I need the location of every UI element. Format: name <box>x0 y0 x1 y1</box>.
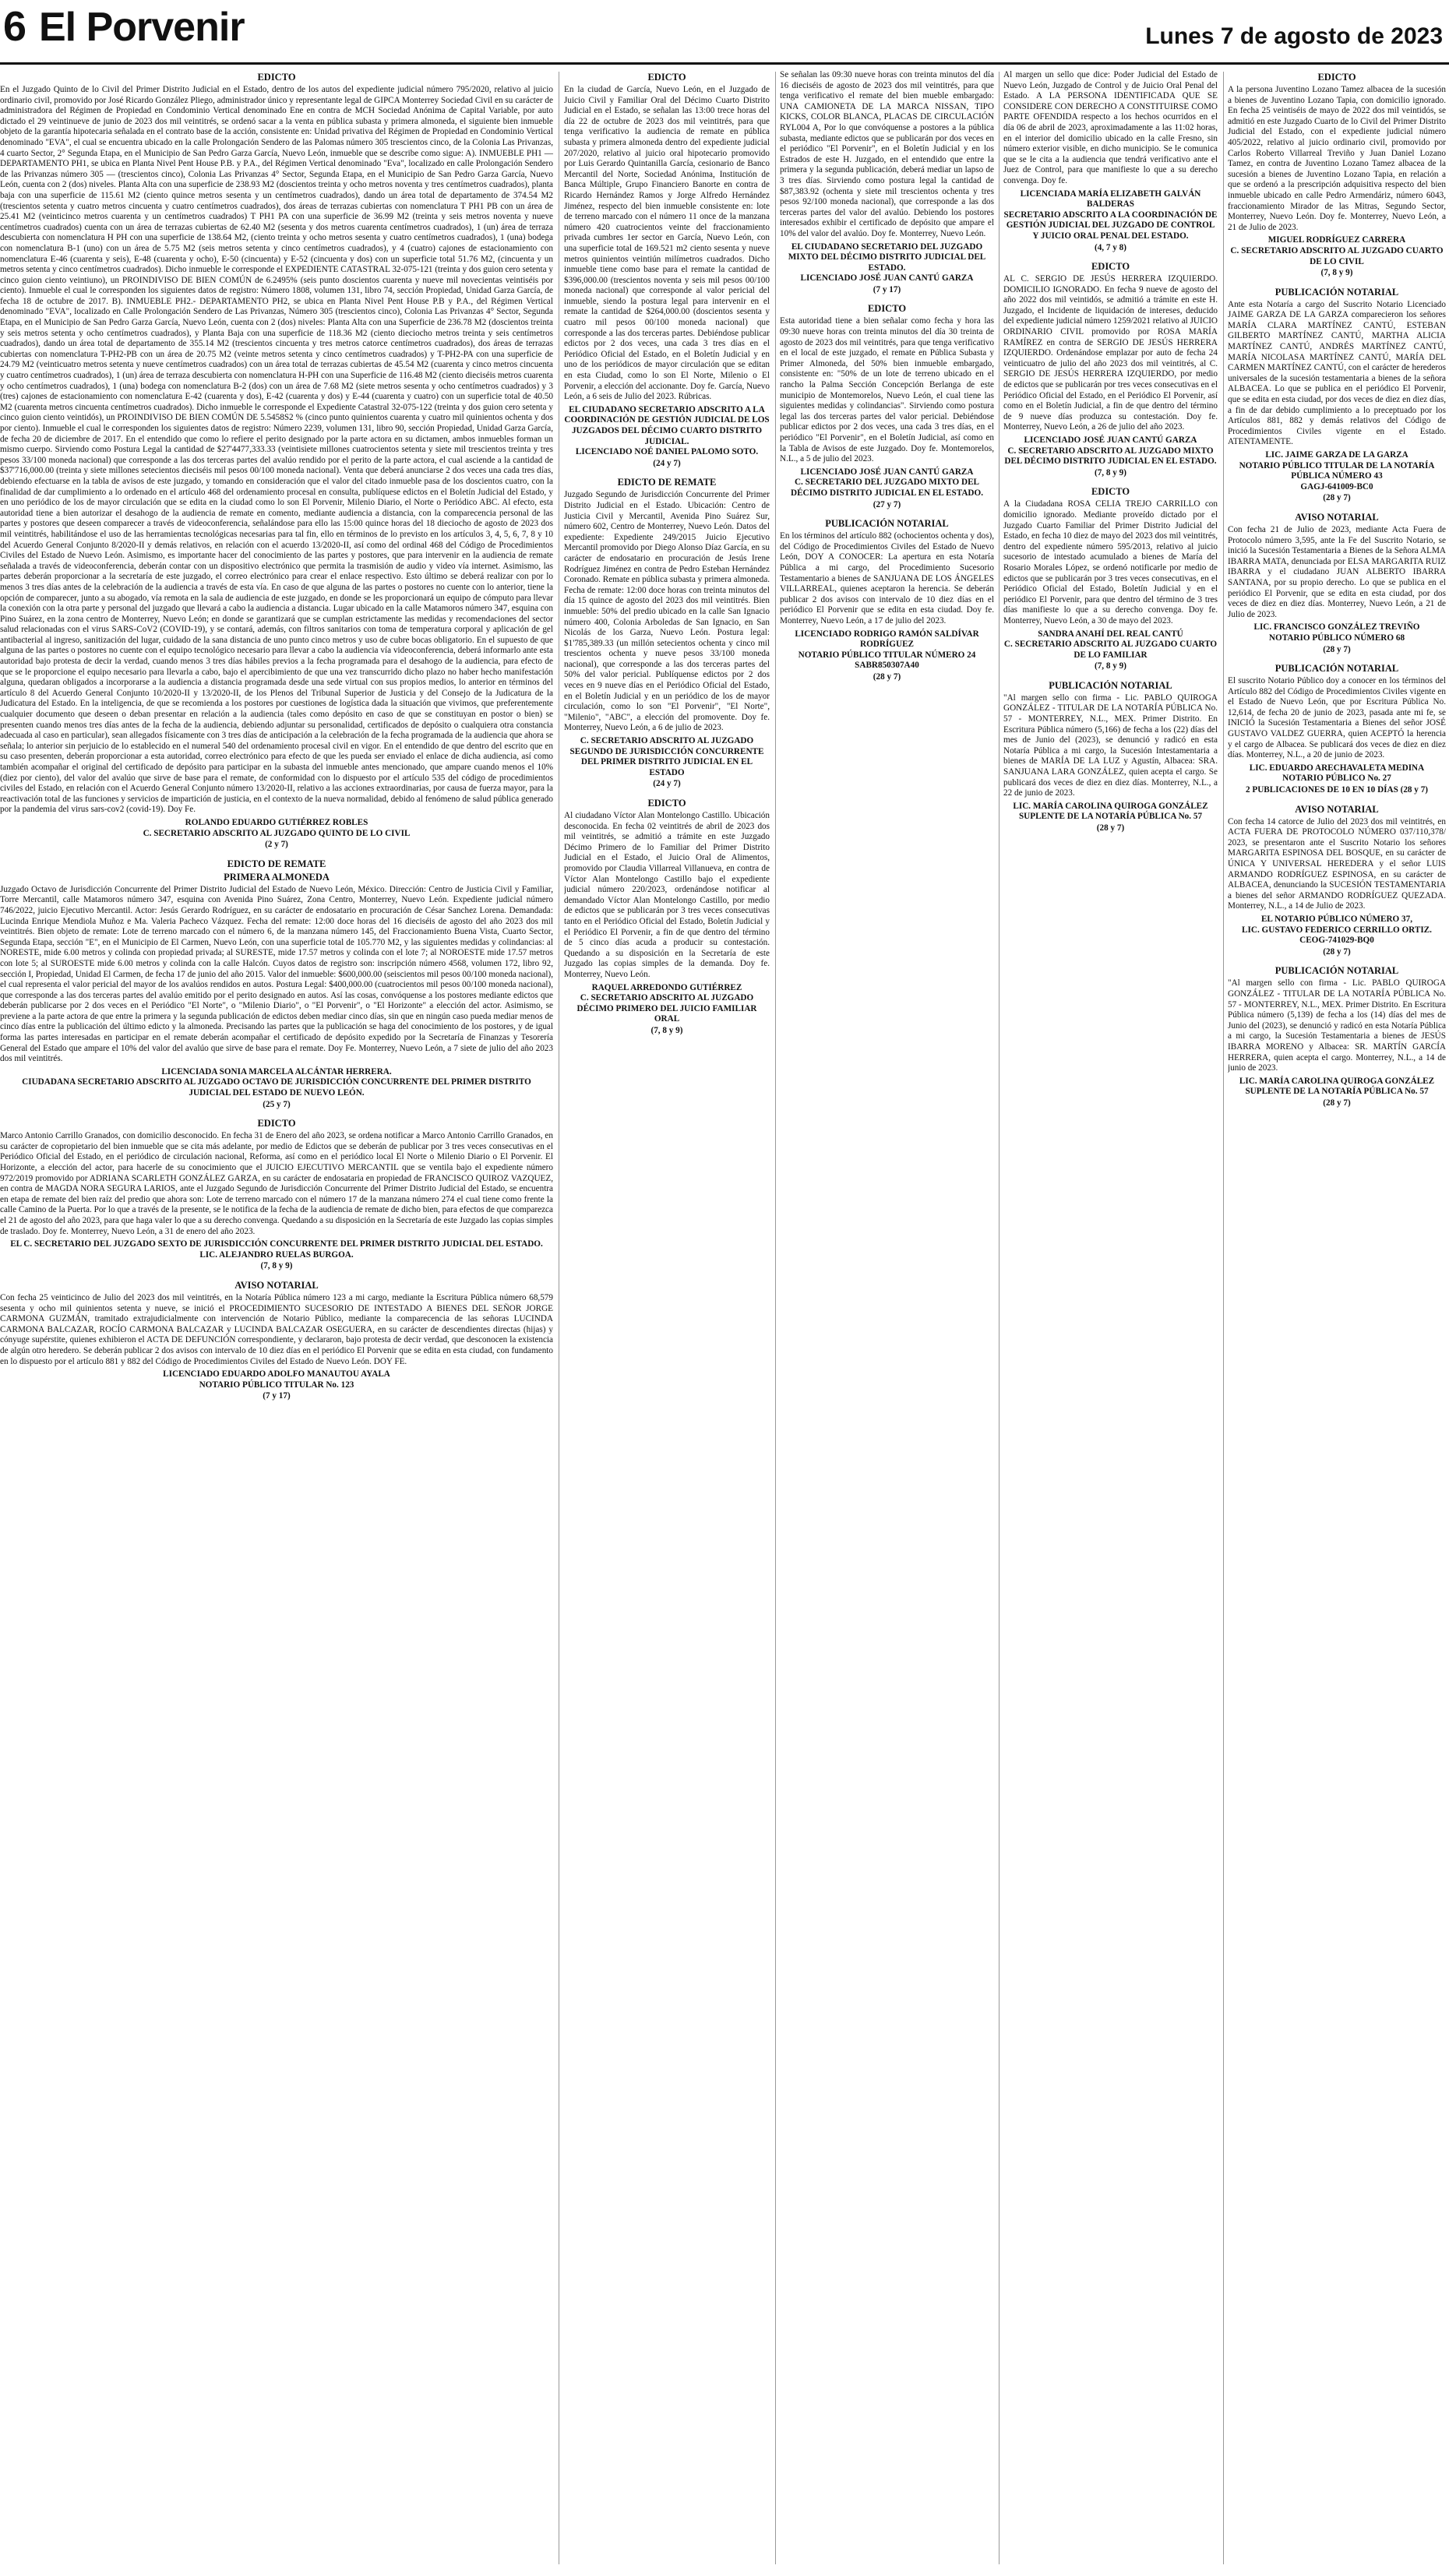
masthead <box>0 0 1449 64</box>
notice-publication-dates: (7 y 17) <box>873 284 901 294</box>
notice-signature: LICENCIADO EDUARDO ADOLFO MANAUTOU AYALA NOTARIO PÚBLICO TITULAR No. 123 <box>163 1369 390 1390</box>
legal-notice <box>1003 486 1218 672</box>
notice-body: Juzgado Segundo de Jurisdicción Concurrente del Primer Distrito Judicial en el Estado. Ubicación: Centro de Justicia Civil y Mercantil, Avenida Pino Suárez Sur, número 602, Centro de Monterrey, Nuevo León. Datos del expediente: Expediente 249/2015 Juicio Ejecutivo Mercantil promovido por Diego Alonso Díaz García, en su carácter de endosatario en procuración de Jesús Irene Rodríguez Jiménez en contra de Pedro Esteban Hernández Coronado. Remate en pública subasta y primera almoneda. Fecha de remate: 12:00 doce horas con treinta minutos del día 15 quince de agosto del 2023 dos mil veintitrés. Bien inmueble: 50% del predio ubicado en la calle San Ignacio número 400, Colonia Arboledas de San Ignacio, en San Nicolás de los Garza, Nuevo León. Postura legal: $1'785,389.33 (un millón setecientos ochenta y cinco mil trescientos ochenta y nueve pesos 33/100 moneda nacional), que corresponde a las dos terceras partes del 50% del valor pericial. Publíquense edictos por 2 dos veces en 9 nueve días en el Periódico Oficial del Estado, en el Boletín Judicial y en un periódico de los de mayor circulación, como lo son "El Porvenir", "El Norte", "Milenio", "ABC", a elección del promovente. Doy fe. Monterrey, Nuevo León, a 6 de julio de 2023. <box>564 490 770 733</box>
legal-notice <box>0 72 553 851</box>
notice-title: EDICTO <box>1091 261 1130 273</box>
notice-publication-dates: (7, 8 y 9) <box>1320 268 1353 278</box>
notice-signature: LICENCIADO JOSÉ JUAN CANTÚ GARZA C. SECRETARIO DEL JUZGADO MIXTO DEL DÉCIMO DISTRITO JUDICIAL EN EL ESTADO. <box>790 467 983 498</box>
legal-notice <box>1228 287 1446 504</box>
legal-notice <box>564 798 770 1036</box>
notice-publication-dates: (2 y 7) <box>265 840 288 850</box>
notice-signature: C. SECRETARIO ADSCRITO AL JUZGADO SEGUNDO DE JURISDICCIÓN CONCURRENTE DEL PRIMER DISTRITO JUDICIAL EN EL ESTADO <box>569 736 764 777</box>
notice-body: El suscrito Notario Público doy a conocer en los términos del Artículo 882 del Código de Procedimientos Civiles vigente en el Estado de Nuevo León, que por Escritura Pública No. 12,614, de fecha 20 de junio de 2023, pasada ante mi fe, se INICIÓ la Sucesión Testamentaria a Bienes del señor JOSÉ GUSTAVO VALDEZ GUERRA, quien ACEPTÓ la herencia y el cargo de Albacea. Se publicará dos veces de diez en diez días. Monterrey, N.L., a 20 de junio de 2023. <box>1228 676 1446 760</box>
legal-notice <box>564 72 770 469</box>
notice-publication-dates: (28 y 7) <box>1323 1098 1351 1108</box>
notice-body: En los términos del artículo 882 (ochocientos ochenta y dos), del Código de Procedimientos Civiles del Estado de Nuevo León, DOY A CONOCER: La apertura en esta Notaría Pública a mi cargo, del Procedimiento Sucesorio Testamentario a bienes de SANJUANA DE LOS ÁNGELES VILLARREAL, quienes aceptaron la herencia. Se deberán publicar 2 dos avisos con intervalo de 10 diez días en el periódico El Porvenir que se edita en esta ciudad. Doy fe. Monterrey, Nuevo León, a 17 de julio del 2023. <box>780 531 994 625</box>
notice-body: Ante esta Notaría a cargo del Suscrito Notario Licenciado JAIME GARZA DE LA GARZA comparecieron los señores MARÍA CLARA MARTÍNEZ CANTÚ, ESTEBAN GILBERTO MARTÍNEZ CANTÚ, MARTHA ALICIA MARTÍNEZ CANTÚ, ANDRÉS MARTÍNEZ CANTÚ, MARÍA NICOLASA MARTÍNEZ CANTÚ, MARÍA DEL CARMEN MARTÍNEZ CANTÚ, con el carácter de herederos universales de la sucesión testamentaria a bienes de la señora ALBACEA. Lo que se publica en el periódico El Porvenir, que se edita en esta ciudad, por dos veces de diez en diez días, a fin de dar debido cumplimiento a lo preceptuado por los Artículos 881, 882 y demás relativos del Código de Procedimientos Civiles vigente en el Estado. ATENTAMENTE. <box>1228 299 1446 447</box>
notice-title: EDICTO <box>867 303 907 315</box>
notice-body: Con fecha 25 veinticinco de Julio del 2023 dos mil veintitrés, en la Notaría Pública número 123 a mi cargo, mediante la Escritura Pública número 68,579 sesenta y ocho mil quinientos setenta y nueve, se inició el PROCEDIMIENTO SUCESORIO DE INTESTADO A BIENES DEL SEÑOR JORGE CARMONA GUZMÁN, tramitado extrajudicialmente con intervención de Notario Público, mediante la comparecencia de las señoras LUCINDA CARMONA BALCAZAR, ROCÍO CARMONA BALCAZAR y LUCINDA BALCAZAR OSEGUERA, en su carácter de descendientes directas (hijas) y cónyuge supérstite, quienes exhibieron el ACTA DE DEFUNCIÓN correspondiente, y declararon, bajo protesta de decir verdad, que desconocen la existencia de algún otro heredero. Se deberán publicar 2 dos avisos con intervalo de 10 diez días en el periódico El Porvenir que se edita en esta ciudad, con fundamento en lo dispuesto por el artículo 881 y 882 del Código de Procedimientos Civiles del Estado de Nuevo León. DOY FE. <box>0 1292 553 1366</box>
legal-notice <box>780 70 994 295</box>
notice-title: PUBLICACIÓN NOTARIAL <box>1274 965 1399 977</box>
notice-body: A la persona Juventino Lozano Tamez albacea de la sucesión a bienes de Juventino Lozano Tapia, con domicilio ignorado. En fecha 25 veintiséis de mayo de 2022 dos mil veintidós, se admitió en este Juzgado Cuarto de lo Civil del Primer Distrito Judicial del Estado, con el expediente judicial número 405/2022, relativo al juicio ordinario civil, promovido por Carlos Roberto Villarreal Treviño y Juan Daniel Lozano Tamez, en contra de Juventino Lozano Tamez albacea de la sucesión a bienes de Juventino Lozano Tapia, en relación a que se ordenó a la prescripción adquisitiva respecto del bien inmueble ubicado en calle Pedro Armendáriz, número 6043, fraccionamiento Mirador de las Mitras, Segundo Sector, Monterrey, Nuevo León. Doy fe. Monterrey, Nuevo León, a 21 de Julio de 2023. <box>1228 85 1446 232</box>
notice-body: Al ciudadano Víctor Alan Montelongo Castillo. Ubicación desconocida. En fecha 02 veintitrés de abril de 2023 dos mil veintitrés, se admitió a trámite en este Juzgado Décimo Primero de lo Familiar del Primer Distrito Judicial en el Estado, el Juicio Oral de Alimentos, promovido por Claudia Villarreal Villanueva, en contra de Víctor Alan Montelongo Castillo bajo el expediente judicial número 220/2023, ordenándose notificar al demandado Víctor Alan Montelongo Castillo, por medio de edictos que se publicarán por 3 tres veces consecutivas tanto en el Periódico Oficial del Estado, Boletín Judicial y el Periódico El Porvenir, a fin de que dentro del término de 5 cinco días acuda a producir su contestación. Quedando a su disposición en la Secretaría de este Juzgado las copias simples de la demanda. Doy fe. Monterrey, Nuevo León. <box>564 811 770 979</box>
notice-publication-dates: (28 y 7) <box>1323 946 1351 957</box>
header-rule <box>0 62 1449 65</box>
notice-signature: LIC. EDUARDO ARECHAVALETA MEDINA NOTARIO PÚBLICO No. 27 <box>1249 763 1425 784</box>
notice-publication-dates: (28 y 7) <box>1323 493 1351 503</box>
notice-publication-dates: (24 y 7) <box>653 779 681 789</box>
issue-date: Lunes 7 de agosto de 2023 <box>1145 23 1443 49</box>
notice-subtitle: PRIMERA ALMONEDA <box>224 871 330 883</box>
notice-publication-dates: (7, 8 y 9) <box>1094 661 1126 671</box>
notice-signature: LICENCIADA MARÍA ELIZABETH GALVÁN BALDERAS SECRETARIO ADSCRITO A LA COORDINACIÓN DE GESTIÓN JUDICIAL DEL JUZGADO DE CONTROL Y JUICIO ORAL PENAL DEL ESTADO. <box>1003 189 1218 241</box>
legal-notice <box>0 1118 553 1272</box>
notice-body: "Al margen sello con firma - Lic. PABLO QUIROGA GONZÁLEZ - TITULAR DE LA NOTARÍA PÚBLICA No. 57 - MONTERREY, N.L., MEX. Primer Distrito. En Escritura Pública número (5,166) de fecha a los (22) días del mes de Junio del (2023), se denunció y radicó en esta Notaría Pública a mi cargo, la Sucesión Intestamentaria a bienes de MARÍA DE LA LUZ y Agustín, Albacea: SRA. SANJUANA LARA GONZÁLEZ, quien acepta el cargo. Se publicará dos veces de diez en diez días. Monterrey, N.L., a 22 de junio de 2023. <box>1003 692 1218 798</box>
notice-signature: MIGUEL RODRÍGUEZ CARRERA C. SECRETARIO ADSCRITO AL JUZGADO CUARTO DE LO CIVIL <box>1230 235 1444 266</box>
notice-publication-dates: (28 y 7) <box>873 671 901 682</box>
column-divider <box>1223 72 1224 2564</box>
notice-publication-dates: 2 PUBLICACIONES DE 10 EN 10 DÍAS (28 y 7) <box>1245 785 1429 795</box>
notice-title: AVISO NOTARIAL <box>1295 511 1379 523</box>
notice-title: EDICTO <box>647 798 686 809</box>
notice-publication-dates: (7, 8 y 9) <box>1094 467 1126 477</box>
legal-notice <box>1228 663 1446 796</box>
notice-body: En la ciudad de García, Nuevo León, en el Juzgado de Juicio Civil y Familiar Oral del Décimo Cuarto Distrito Judicial en el Estado, se señalan las 13:00 trece horas del día 22 de octubre de 2023 dos mil veintitrés, para que tenga verificativo la audiencia de remate en pública subasta y primera almoneda dentro del expediente judicial 207/2020, relativo al juicio oral hipotecario promovido por Luis Gerardo Quintanilla García, cesionario de Banco Mercantil del Norte, Sociedad Anónima, Institución de Banca Múltiple, Grupo Financiero Banorte en contra de Ricardo Hernández Ramos y Jorge Alfredo Hernández Jiménez, respecto del bien inmueble consistente en: lote de terreno marcado con el número 11 once de la manzana número 420 cuatrocientos veinte del fraccionamiento privada cumbres 1er sector en García, Nuevo León, con una superficie total de 169.521 m2 ciento sesenta y nueve metros quinientos veintiún milímetros cuadrados. Dicho inmueble tiene como base para el remate la cantidad de $396,000.00 (trescientos noventa y seis mil pesos 00/100 moneda nacional) que corresponde al valor pericial del inmueble, siendo la postura legal para intervenir en el remate la cantidad de $264,000.00 (doscientos sesenta y cuatro mil pesos 00/100 moneda nacional) que corresponde a las dos terceras partes. Debiéndose publicar edictos por 2 dos veces, una cada 3 tres días en el Periódico Oficial del Estado, en el Boletín Judicial y en uno de los periódicos de mayor circulación que se editan en esta Ciudad, como lo son El Norte, Milenio o El Porvenir, a elección del accionante. Doy fe. García, Nuevo León, a 6 seis de Julio del 2023. Rúbricas. <box>564 85 770 402</box>
notice-signature: LIC. FRANCISCO GONZÁLEZ TREVIÑO NOTARIO PÚBLICO NÚMERO 68 <box>1253 622 1420 643</box>
notice-title: EDICTO <box>1091 486 1130 498</box>
notice-signature: LIC. MARÍA CAROLINA QUIROGA GONZÁLEZ SUPLENTE DE LA NOTARÍA PÚBLICA No. 57 <box>1239 1076 1435 1097</box>
newspaper-logo: El Porvenir <box>39 5 245 50</box>
legal-notice <box>1228 804 1446 958</box>
legal-notice <box>1228 965 1446 1108</box>
legal-notice <box>780 518 994 682</box>
notice-publication-dates: (7 y 17) <box>263 1391 291 1401</box>
notice-title: PUBLICACIÓN NOTARIAL <box>1274 663 1399 675</box>
notice-signature: LICENCIADO RODRIGO RAMÓN SALDÍVAR RODRÍGUEZ NOTARIO PÚBLICO TITULAR NÚMERO 24 SABR850307A40 <box>795 629 979 671</box>
notice-body: En el Juzgado Quinto de lo Civil del Primer Distrito Judicial en el Estado, dentro de los autos del expediente judicial número 795/2020, relativo al juicio ordinario civil, promovido por José Ricardo González Pliego, administrador único y representante legal de GIPCA Monterrey Sociedad Civil en su carácter de administradora del Régimen de Propiedad en Condominio Vertical denominado Ene en contra de MCH Sociedad Anónima de Capital Variable, por auto dictado el 29 veintinueve de junio de 2023 dos mil veintitrés, se ordenó sacar a la venta en pública subasta y primera almoneda, el siguiente bien inmueble objeto de la garantía hipotecaria señalada en el contrato base de la acción, consistente en: Unidad privativa del Régimen de Propiedad en Condominio Vertical denominado "EVA", el cual se encuentra ubicado en la calle Prolongación Sendero de las Palomas número 305 trescientos cinco, de la Colonia Las Privanzas, 4 cuarto Sector, 2° Segunda Etapa, en el Municipio de San Pedro Garza García, Nuevo León, inmueble que se describe como sigue: A). INMUEBLE PH1 — DEPARTAMENTO PH1, se ubica en Planta Nivel Pent House P.B. y P.A., del Régimen Vertical denominado "Eva", localizado en calle Prolongación Sendero de las Privanzas número 305 — (trescientos cinco), Colonia Las Privanzas 4° Sector, Segunda Etapa, en el Municipio de San Pedro Garza García, Nuevo León, cuenta con 2 (dos) niveles. Planta Alta con una superficie de 238.93 M2 (doscientos treinta y ocho metros noventa y tres centímetros cuadrados), planta baja con una superficie de 115.61 M2 (ciento quince metros sesenta y un centímetros cuadrados), dando un área total de departamento de 374.54 M2 (trescientos setenta y cuatro metros cincuenta y cuatro centímetros cuadrados), dos áreas de terrazas cubiertas con nomenclatura T PH1 PB con un área de 25.41 M2 (veinticinco metros cuarenta y un centímetros cuadrados) T PH1 PA con una superficie de 36.99 M2 (treinta y seis metros noventa y nueve centímetros cuadrados) cuenta con un área de terrazas cubiertas de 62.40 M2 (sesenta y dos metros cuarenta centímetros cuadrados), 1 (un) área de terraza descubierta con nomenclatura H PH con una superficie de 138.64 M2, (ciento treinta y ocho metros sesenta y cuatro centímetros cuadrados), 1 (una) bodega con nomenclatura B-1 (uno) con un área de 5.75 M2 (seis metros setenta y cinco centímetros cuadrados), y 4 (cuatro) cajones de estacionamiento con nomenclatura E-46 (cuarenta y seis), E-48 (cuarenta y ocho), E-50 (cincuenta) y E-52 (cincuenta y dos) con un superficie total 51.76 M2, (cincuenta y un metros setenta y cinco centímetros cuadrados). Dicho inmueble le corresponde el EXPEDIENTE CATASTRAL 32-075-121 (treinta y dos guion cero setenta y cinco guion ciento veintiuno), un PROINDIVISO DE BIEN COMÚN de 6.2495% (seis punto doscientos cuarenta y nueve mil novecientas veintiséis por ciento). Inmueble el cual le corresponden los siguientes datos de registro: Número 1808, volumen 131, libro 74, sección Propiedad, Unidad Garza García, de fecha 18 de octubre de 2017. B). INMUEBLE PH2.- DEPARTAMENTO PH2, se ubica en Planta Nivel Pent House P.B y P.A., del Régimen Vertical denominado "EVA", localizado en Calle Prolongación Sendero de Las Privanzas, Número 305 (trescientos cinco), Colonia Las Privanzas 4° Sector, Segunda Etapa, en el Municipio de San Pedro Garza García, Nuevo León, cuenta con 2 (dos) niveles: Planta Alta con una Superficie de 236.78 M2 (doscientos treinta y seis metros setenta y ocho centímetros cuadrados), y Planta Baja con una superficie de 118.36 M2 (ciento dieciocho metros treinta y seis centímetros cuadrados), dando un área total de departamento de 355.14 M2 (trescientos cincuenta y tres metros catorce centímetros cuadrados), dos áreas de terrazas cubiertas con nomenclatura T-PH2-PB con un área de 20.75 M2 (veinte metros setenta y cinco centímetros cuadrados) y T-PH2-PA con una superficie de 24.79 M2 (veinticuatro metros setenta y nueve centímetros cuadrados) con un área total de terrazas cubiertas de 45.54 M2 (cuarenta y cinco metros cincuenta y cuatro centímetros cuadrados), 1 (un) área de terraza descubierta con nomenclatura H-PH con una Superficie de 116.48 M2 (ciento dieciséis metros cuarenta y ocho centímetros cuadrados), 1 (una) bodega con nomenclatura B-2 (dos) con un área de 7.68 M2 (siete metros sesenta y ocho centímetros cuadrados) y 3 (tres) cajones de estacionamiento con nomenclatura E-42 (cuarenta y dos), E-42 (cuarenta y dos) y E-44 (cuarenta y cuatro) con un superficie total de 40.50 M2 (cuarenta metros cincuenta centímetros cuadrados). Dicho inmueble le corresponde el Expediente Catastral 32-075-122 (treinta y dos guion cero setenta y cinco guion ciento veintidós), un PROINDIVISO DE BIEN COMÚN DE 5.5458S2 % (cinco punto quinientos cuarenta y cuatro mil quinientos ochenta y dos por ciento). Inmueble el cual le corresponden los siguientes datos de registro: Número 2239, volumen 131, libro 90, sección Propiedad, Unidad Garza García, de fecha 20 de diciembre de 2017. En el entendido que como lo refiere el perito designado por la parte actora en su dictamen, ambos inmuebles forman un mismo cuerpo. Sirviendo como Postura Legal la cantidad de $27'4477,333.33 (veintisiete millones cuatrocientos setenta y siete mil trescientos treinta y tres pesos 33/100 moneda nacional) que corresponde a las dos terceras partes del avalúo rendido por el perito de la parte actora, el cual asciende a la cantidad de $37'716,000.00 (treinta y siete millones setecientos dieciséis mil pesos 00/100 moneda nacional). Venta que deberá anunciarse 2 dos veces una cada tres días, debiendo efectuarse en la tabla de avisos de este juzgado, y tomando en consideración que el valor del citado inmueble pasa de los doscientos cuatro, con la finalidad de dar cumplimiento a lo ordenado en el artículo 468 del ordenamiento procesal en consulta, publíquese edictos en el Boletín Judicial del Estado, y en uno periódico de los de mayor circulación que se edita en la ciudad como lo son El Porvenir, Milenio Diario, el Norte o Periódico ABC. Al efecto, esta autoridad tiene a bien autorizar el desahogo de la audiencia de remate en comento, mediante audiencia a distancia, con la comparecencia personal de las partes y postores que deseen comparecer a través de videoconferencia, señalándose para ello las 15:00 quince horas del 18 dieciocho de agosto de 2023 dos mil veintitrés, habilitándose el uso de las herramientas tecnológicas necesarias para tal fin, ello en términos de lo previsto en los artículos 3, 4, 5, 6, 7, 8 y 10 del Acuerdo General Conjunto 8/2020-II y demás relativos, en relación con el acuerdo 13/2020-II, así como del ordinal 468 del Código de Procedimientos Civiles del Estado de Nuevo León. Asimismo, es importante hacer del conocimiento de las partes y postores, que para intervenir en la audiencia de remate señalada a través de videoconferencia, deberán contar con un dispositivo electrónico que permita la trasmisión de audio y video vía internet. Asimismo, las partes deberán proporcionar a la secretaría de este juzgado, el correo electrónico para crear el enlace respectivo. Esto último se deberá realizar con por lo menos 3 tres días antes de la celebración de la audiencia a través de esta vía. En caso de que alguna de las partes o postores no cuente con lo anterior, tiene la opción de comparecer, junto a su abogado, vía remota en la sala de audiencia de este juzgado, en donde se les proporcionará un equipo de cómputo para llevar la conexión con la otra parte y personal del juzgado que llevará a cabo la audiencia a distancia. Lugar ubicado en la calle Matamoros número 347, esquina con Pino Suárez, en la zona centro de Monterrey, Nuevo León; en donde se garantizará que se cumplan estrictamente las medidas y recomendaciones del sector salud relacionadas con el virus SARS-CoV2 (COVID-19), y se contará, además, con filtros sanitarios con toma de temperatura corporal y aplicación de gel antibacterial al ingreso, sanitización del lugar, cuidado de la sana distancia de uno punto cinco metros y uso de cubre bocas obligatorio. En el supuesto de que alguna de las partes o postores no cuente con el equipo tecnológico necesario para llevar a cabo la audiencia vía videoconferencia, deberá informarlo ante esta autoridad bajo protesta de decir la verdad, cuando menos 3 tres días hábiles previos a la fecha programada para el desahogo de la audiencia, para efecto de que se le proporcione el equipo necesario para llevarla a cabo, bajo el apercibimiento de que una vez transcurrido dicho plazo no haber hecho manifestación alguna, quedaran obligados a incorporarse a la audiencia a distancia programada desde una sede virtual con sus propios medios, lo anterior en términos del artículo 8 del Acuerdo General Conjunto 10/2020-II y 13/2020-II, de los Plenos del Tribunal Superior de Justicia y del Consejo de la Judicatura de la Judicatura del Estado. En la inteligencia, de que se recomienda a los postores por cuestiones de logística dada la situación que vivimos, que preferentemente cualquier documento que deseen o deban presentar en relación a la audiencia (tales como depósito en caso de que se constituyan en postor o bien) se presenten cuando menos tres días antes de la fecha de la audiencia, debiendo adjuntar su personalidad, certificados de depósito o cualquiera otra constancia adecuada al caso en particular), sean allegados físicamente con 3 tres días de anticipación a la celebración de la fecha programada de la audiencia que ahora se señala; lo anterior sin perjuicio de lo establecido en el numeral 540 del ordenamiento procesal civil en vigor. En el entendido de que dentro del escrito que en su caso presenten, deberán proporcionar a esta autoridad, correo electrónico para efecto de que les pueda ser enviado el enlace de dicha audiencia, así como también acompañar el original del certificado de depósito para participar en la subasta del inmueble antes mencionado, que ampare cuando menos el 10% (diez por ciento), del valor del avalúo que sirve de base para el remate, de conformidad con lo dispuesto por el artículo 535 del código de procedimientos civiles del Estado, en relación con el Acuerdo General Conjunto número 13/2020-II, relativo a las acciones extraordinarias, por causa de fuerza mayor, para la reactivación total de las funciones y servicios de impartición de justicia, en el contexto de la nueva normalidad, debido al fenómeno de salud pública generado por la pandemia del virus sars-cov2 (covid-19). Doy Fe. <box>0 85 553 815</box>
notice-title: PUBLICACIÓN NOTARIAL <box>1274 286 1399 298</box>
column-1 <box>0 70 553 2568</box>
notice-body: Se señalan las 09:30 nueve horas con treinta minutos del día 16 dieciséis de agosto de 2023 dos mil veintitrés, para que tenga verificativo el remate del bien mueble embargado: UNA CAMIONETA DE LA MARCA NISSAN, TIPO KICKS, COLOR BLANCA, PLACAS DE CIRCULACIÓN RYL004 A, Por lo que convóquense a postores a la pública subasta, mediante edictos que se publicarán por dos veces en el periódico "El Porvenir", en el Boletín Judicial y en los Estrados de este H. Juzgado, en el entendido que entre la primera y la segunda publicación, deberá mediar un lapso de 3 tres días. Sirviendo como postura legal la cantidad de $87,383.92 (ochenta y siete mil trescientos ochenta y tres pesos 92/100 moneda nacional), que corresponde a las dos terceras partes del valor del avalúo. Debiendo los postores interesados exhibir el certificado de depósito que ampare el 10% del valor del avalúo. Doy fe. Monterrey, Nuevo León. <box>780 70 994 238</box>
legal-notice <box>1228 72 1446 279</box>
notice-title: EDICTO <box>257 1118 296 1129</box>
notice-signature: RAQUEL ARREDONDO GUTIÉRREZ C. SECRETARIO ADSCRITO AL JUZGADO DÉCIMO PRIMERO DEL JUICIO FAMILIAR ORAL <box>576 982 757 1024</box>
legal-notice <box>780 303 994 510</box>
notice-body: A la Ciudadana ROSA CELIA TREJO CARRILLO con domicilio ignorado. Mediante proveído dictado por el Juzgado Cuarto Familiar del Primer Distrito Judicial del Estado, en fecha 10 diez de mayo del 2023 dos mil veintitrés, dentro del expediente número 595/2013, relativo al juicio sucesorio de intestado acumulado a bienes de María del Rosario Morales López, se ordenó notificarle por medio de edictos que se publicarán por 3 tres veces consecutivas, en el Periódico Oficial del Estado, Boletín Judicial y en el periódico El Porvenir, para que dentro del término de 3 tres días manifieste lo que a su derecho convenga. Doy fe. Monterrey, Nuevo León, a 30 de mayo del 2023. <box>1003 499 1218 625</box>
notice-body: Marco Antonio Carrillo Granados, con domicilio desconocido. En fecha 31 de Enero del año 2023, se ordena notificar a Marco Antonio Carrillo Granados, en su carácter de copropietario del bien inmueble que se cita más adelante, por medio de Edictos que se deberán de publicar por 3 tres veces consecutivas en el Periódico Oficial del Estado, en el periódico de circulación nacional, Reforma, así como en el periódico local El Norte o Milenio Diario o El Porvenir. El Horizonte, a elección del actor, para hacerle de su conocimiento que el JUICIO EJECUTIVO MERCANTIL que se ventila bajo el expediente número 972/2019 promovido por ADRIANA SCARLETH GONZÁLEZ GARZA, en su carácter de endosataria en propiedad de FRANCISCO QUIROZ VAZQUEZ, en contra de MAGDA NORA SEGURA LARIOS, ante el Juzgado Segundo de Jurisdicción Concurrente del Primer Distrito Judicial del Estado, se encuentra en etapa de remate del bien raíz del predio que ahora son: Lote de terreno marcado con el número 17 de la manzana número 274 el cual tiene como frente la calle Camino de la Puerta. Por lo que a través de la presente, se le notifica de la fecha de la audiencia de remate de dicho bien, para efectos de que comparezca el 21 de agosto del año 2023, para que haga valer lo que a su derecho convenga. Quedando a su disposición en la Secretaría de este Juzgado las copias simples de traslado. Doy fe. Monterrey, Nuevo León, a 31 de enero del año 2023. <box>0 1131 553 1236</box>
notice-title: AVISO NOTARIAL <box>1295 803 1379 815</box>
notice-publication-dates: (28 y 7) <box>1096 823 1125 833</box>
notice-body: Con fecha 14 catorce de Julio del 2023 dos mil veintitrés, en ACTA FUERA DE PROTOCOLO NÚMERO 037/110,378/ 2023, se presentaron ante el Suscrito Notario los señores MARGARITA ESPINOSA DEL BOSQUE, en su carácter de ÚNICA Y UNIVERSAL HEREDERA y el señor LUIS ARMANDO RODRÍGUEZ ESPINOSA, en su carácter de ALBACEA, denunciando la SUCESIÓN TESTAMENTARIA a bienes del señor ARMANDO RODRÍGUEZ QUEZADA. Monterrey, N.L., a 14 de Julio de 2023. <box>1228 816 1446 911</box>
notice-body: Esta autoridad tiene a bien señalar como fecha y hora las 09:30 nueve horas con treinta minutos del día 30 treinta de agosto de 2023 dos mil veintitrés, para que tenga verificativo en el local de este juzgado, el remate en Pública Subasta y Primer Almoneda, del 50% bien inmueble embargado, consistente en: "50% de un lote de terreno ubicado en el rancho la Palma Sección Concepción Berlanga de este municipio de Montemorelos, Nuevo León, el cual tiene las siguientes medidas y colindancias". Sirviendo como postura legal las dos terceras partes del valor pericial. Debiéndose publicar edictos por 2 dos veces, una cada 3 tres días, en el periódico "El Porvenir", en el Boletín Judicial, así como en la Tabla de Avisos de este Juzgado. Doy fe. Montemorelos, N.L., a 5 de julio del 2023. <box>780 316 994 464</box>
notice-signature: EL C. SECRETARIO DEL JUZGADO SEXTO DE JURISDICCIÓN CONCURRENTE DEL PRIMER DISTRITO JUDICIAL DEL ESTADO. LIC. ALEJANDRO RUELAS BURGOA. <box>10 1239 543 1260</box>
notice-body: Con fecha 21 de Julio de 2023, mediante Acta Fuera de Protocolo número 3,595, ante la Fe del Suscrito Notario, se inició la Sucesión Testamentaria a Bienes de la Señora ALMA IBARRA MATA, denunciada por ELSA MARGARITA RUIZ IBARRA y el ciudadano JUAN ALBERTO IBARRA SANTANA, por su propio derecho. Lo que se publica en el periódico El Porvenir, que se edita en esta ciudad, por dos veces de diez en diez días. Monterrey, Nuevo León, a 21 de Julio de 2023. <box>1228 524 1446 619</box>
notice-title: EDICTO <box>647 72 686 83</box>
notice-title: EDICTO <box>257 72 296 83</box>
notice-publication-dates: (25 y 7) <box>263 1099 291 1109</box>
notice-signature: LIC. MARÍA CAROLINA QUIROGA GONZÁLEZ SUPLENTE DE LA NOTARÍA PÚBLICA No. 57 <box>1013 801 1208 822</box>
notice-body: Juzgado Octavo de Jurisdicción Concurrente del Primer Distrito Judicial del Estado de Nuevo León, México. Dirección: Centro de Justicia Civil y Familiar, Torre Mercantil, calle Matamoros número 347, esquina con Avenida Pino Suárez, Zona Centro, Monterrey, Nuevo León. Expediente judicial número 746/2022, juicio Ejecutivo Mercantil. Actor: Jesús Gerardo Rodríguez, en su carácter de endosatario en procuración de César Sanchez Lorena. Demandada: Lucinda Enrique Mendiola Muñoz e Ma. Valeria Pacheco Vázquez. Fecha del remate: 12:00 doce horas del 16 dieciséis de agosto del año 2023 dos mil veintitrés. Bien objeto de remate: Lote de terreno marcado con el número 6, de la manzana número 145, del Fraccionamiento Buena Vista, Cuarto Sector, Segunda Etapa, sección "E", en el Municipio de El Carmen, Nuevo León, con una superficie total de 105.770 M2, y las siguientes medidas y colindancias: al NORESTE, mide 6.00 metros y colinda con propiedad privada; al SURESTE, mide 17.57 metros y colinda con el lote 7; al NOROESTE mide 17.57 metros con lote 5; al SUROESTE mide 6.00 metros y colinda con la calle Halcón. Cuyos datos de registro son: inscripción número 4568, volumen 172, libro 92, sección I, Propiedad, Unidad El Carmen, de fecha 17 de junio del año 2015. Valor del inmueble: $600,000.00 (seiscientos mil pesos 00/100 moneda nacional), el cual representa el valor pericial del mayor de los avalúos rendidos en autos. Postura Legal: $400,000.00 (cuatrocientos mil pesos 00/100 moneda nacional), que corresponde a las dos terceras partes del avalúo emitido por el perito designado en autos. Así las cosas, convóquense a los postores mediante edictos que deberán publicarse por 2 dos veces en el Periódico "El Norte", o "Milenio Diario", o "El Porvenir", o "El Horizonte" a elección del actor. Asimismo, se previene a la parte actora de que entre la primera y la segunda publicación de edictos deben mediar cinco días, sin que en ningún caso pueda mediar menos de cinco días entre la publicación del último edicto y la almoneda. Precisando las partes que la publicación se haga del conocimiento de los postores, y de igual forma las partes interesadas en participar en el remate deberán acompañar el certificado de depósito expedido por la Secretaría de Finanzas y Tesorería General del Estado que ampare el 10% del valor del avalúo que sirve de base para el remate. Doy Fe. Monterrey, Nuevo León, a 7 siete de julio del año 2023 dos mil veintitrés. <box>0 884 553 1064</box>
notice-signature: LICENCIADO JOSÉ JUAN CANTÚ GARZA C. SECRETARIO ADSCRITO AL JUZGADO MIXTO DEL DÉCIMO DISTRITO JUDICIAL EN EL ESTADO. <box>1004 435 1217 467</box>
notice-title: PUBLICACIÓN NOTARIAL <box>1049 679 1172 691</box>
notice-body: Al margen un sello que dice: Poder Judicial del Estado de Nuevo León, Juzgado de Control y de Juicio Oral Penal del Estado. A LA PERSONA IDENTIFICADA QUE SE CONSIDERE CON DERECHO A CONSTITUIRSE COMO PARTE OFENDIDA respecto a los hechos ocurridos en el día 06 de abril de 2023, aproximadamente a las 11:02 horas, en el interior del domicilio ubicado en la calle Fresno, sin número exterior visible, en dicho municipio. Se le comunica que se le cita a la audiencia que tendrá verificativo ante el Juez de Control, para que manifieste lo que a su derecho convenga. Doy fe. <box>1003 70 1218 185</box>
notice-signature: EL CIUDADANO SECRETARIO DEL JUZGADO MIXTO DEL DÉCIMO DISTRITO JUDICIAL DEL ESTADO. LICENCIADO JOSÉ JUAN CANTÚ GARZA <box>788 241 986 284</box>
notice-publication-dates: (27 y 7) <box>873 499 901 509</box>
notice-title: EDICTO DE REMATE <box>227 858 326 869</box>
notice-body: "Al margen sello con firma - Lic. PABLO QUIROGA GONZÁLEZ - TITULAR DE LA NOTARÍA PÚBLICA No. 57 - MONTERREY, N.L., MEX. Primer Distrito. En Escritura Pública número (5,139) de fecha a los (14) días del mes de Junio del (2023), se denunció y radicó en esta Notaría Pública a mi cargo, la Sucesión Testamentaria a bienes de JESÚS IBARRA MORENO y Albacea: SR. MARTÍN GARCÍA HERRERA, quien acepta el cargo. Monterrey, N.L., a 14 de junio de 2023. <box>1228 978 1446 1073</box>
column-5 <box>1228 70 1446 2568</box>
column-3 <box>780 70 994 2568</box>
legal-notice <box>0 1280 553 1402</box>
notice-publication-dates: (28 y 7) <box>1323 644 1351 654</box>
notice-signature: EL CIUDADANO SECRETARIO ADSCRITO A LA COORDINACIÓN DE GESTIÓN JUDICIAL DE LOS JUZGADOS DEL DÉCIMO CUARTO DISTRITO JUDICIAL. LICENCIADO NOÉ DANIEL PALOMO SOTO. <box>564 404 770 457</box>
legal-notice <box>1003 261 1218 478</box>
notice-publication-dates: (7, 8 y 9) <box>650 1025 683 1035</box>
notice-title: EDICTO DE REMATE <box>617 477 717 488</box>
legal-notice <box>1003 680 1218 834</box>
legal-notice <box>564 477 770 790</box>
column-2 <box>564 70 770 2568</box>
legal-notice <box>1003 70 1218 253</box>
notice-signature: LIC. JAIME GARZA DE LA GARZA NOTARIO PÚBLICO TITULAR DE LA NOTARÍA PÚBLICA NÚMERO 43 GAGJ-641009-BC0 <box>1239 450 1435 492</box>
notice-signature: LICENCIADA SONIA MARCELA ALCÁNTAR HERRERA. CIUDADANA SECRETARIO ADSCRITO AL JUZGADO OCTAVO DE JURISDICCIÓN CONCURRENTE DEL PRIMER DISTRITO JUDICIAL DEL ESTADO DE NUEVO LEÓN. <box>22 1066 531 1098</box>
notice-publication-dates: (4, 7 y 8) <box>1094 242 1126 252</box>
notice-signature: ROLANDO EDUARDO GUTIÉRREZ ROBLES C. SECRETARIO ADSCRITO AL JUZGADO QUINTO DE LO CIVIL <box>143 817 411 838</box>
notice-signature: SANDRA ANAHÍ DEL REAL CANTÚ C. SECRETARIO ADSCRITO AL JUZGADO CUARTO DE LO FAMILIAR <box>1003 629 1218 660</box>
column-4 <box>1003 70 1218 2568</box>
notice-body: AL C. SERGIO DE JESÚS HERRERA IZQUIERDO. DOMICILIO IGNORADO. En fecha 9 nueve de agosto del año 2022 dos mil veintidós, se admitió a trámite en este H. Juzgado, el Incidente de liquidación de intereses, deducido del expediente judicial número 1259/2021 relativo al JUICIO ORDINARIO CIVIL promovido por ROSA MARÍA RAMÍREZ en contra de SERGIO DE JESÚS HERRERA IZQUIERDO. Ordenándose emplazar por auto de fecha 24 veinticuatro de julio del año 2023 dos mil veintitrés, al C. SERGIO DE JESÚS HERRERA IZQUIERDO, por medio de edictos que se publicarán por tres veces consecutivas en el Periódico Oficial del Estado, en el Periódico El Porvenir, así como en el Boletín Judicial, a fin de que dentro del término de 9 nueve días produzca su contestación. Doy fe. Monterrey, Nuevo León, a 26 de julio del año 2023. <box>1003 274 1218 432</box>
notice-title: AVISO NOTARIAL <box>234 1279 319 1291</box>
legal-notice <box>0 858 553 1110</box>
notice-title: EDICTO <box>1317 72 1356 83</box>
notice-title: PUBLICACIÓN NOTARIAL <box>825 518 949 530</box>
notice-publication-dates: (24 y 7) <box>653 458 681 468</box>
notice-signature: EL NOTARIO PÚBLICO NÚMERO 37, LIC. GUSTAVO FEDERICO CERRILLO ORTIZ. CEOG-741029-BQ0 <box>1242 914 1432 946</box>
page-number: 6 <box>3 3 27 50</box>
notice-publication-dates: (7, 8 y 9) <box>260 1261 293 1271</box>
legal-notice <box>1228 512 1446 655</box>
column-divider <box>775 72 776 2564</box>
